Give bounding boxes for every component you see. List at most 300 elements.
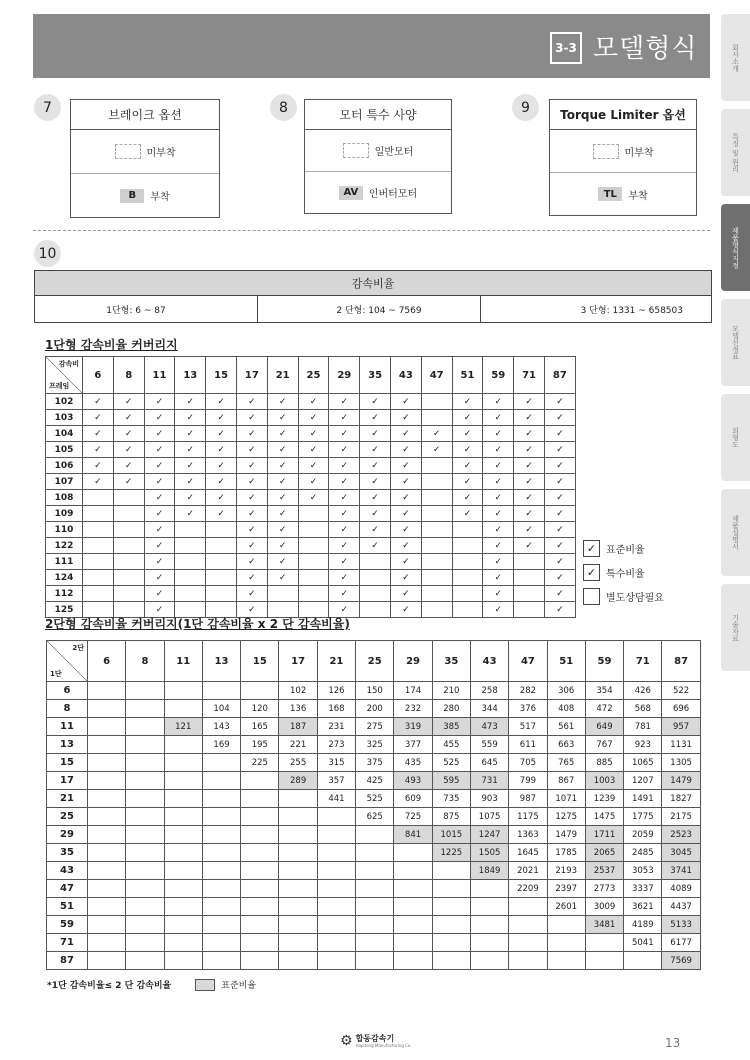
check-cell: ✓	[83, 474, 114, 490]
ratio-cell: 306	[547, 682, 585, 700]
empty-cell	[202, 916, 240, 934]
ratio-cell: 273	[317, 736, 355, 754]
ratio-cell: 231	[317, 718, 355, 736]
empty-cell	[202, 898, 240, 916]
logo-text: 합동감속기	[355, 1034, 395, 1043]
empty-cell	[126, 754, 164, 772]
check-cell: ✓	[544, 426, 575, 442]
check-cell: ✓	[113, 410, 144, 426]
check-cell: ✓	[390, 442, 421, 458]
empty-cell	[164, 790, 202, 808]
side-tab-tech-data[interactable]	[721, 584, 750, 671]
check-cell: ✓	[544, 522, 575, 538]
empty-cell	[317, 862, 355, 880]
empty-cell	[452, 602, 483, 618]
section-number-badge: 3-3	[550, 32, 582, 64]
check-cell: ✓	[144, 602, 175, 618]
ratio-cell: 376	[509, 700, 547, 718]
option-number-8: 8	[270, 94, 297, 121]
empty-cell	[394, 952, 432, 970]
check-cell: ✓	[514, 442, 545, 458]
legend-empty-box	[583, 588, 600, 605]
empty-cell	[470, 898, 508, 916]
empty-cell	[88, 862, 126, 880]
column-header: 29	[329, 357, 360, 394]
check-cell: ✓	[421, 426, 452, 442]
table-row	[47, 682, 701, 700]
ratio-cell: 165	[241, 718, 279, 736]
check-cell: ✓	[329, 570, 360, 586]
empty-cell	[360, 602, 391, 618]
ratio-cell: 903	[470, 790, 508, 808]
column-header: 17	[236, 357, 267, 394]
empty-cell	[267, 586, 298, 602]
check-cell: ✓	[390, 602, 421, 618]
check-cell: ✓	[175, 490, 206, 506]
ratio-cell: 120	[241, 700, 279, 718]
column-header: 13	[175, 357, 206, 394]
ratio-cell: 168	[317, 700, 355, 718]
empty-cell	[432, 952, 470, 970]
empty-cell	[241, 898, 279, 916]
side-tab-manual[interactable]	[721, 489, 750, 576]
check-cell: ✓	[175, 506, 206, 522]
empty-cell	[509, 934, 547, 952]
check-cell: ✓	[267, 426, 298, 442]
check-cell: ✓	[544, 570, 575, 586]
row-label: 25	[47, 808, 88, 826]
column-header: 15	[206, 357, 237, 394]
check-cell: ✓	[267, 506, 298, 522]
option-number-7: 7	[34, 94, 61, 121]
check-cell: ✓	[329, 426, 360, 442]
check-cell: ✓	[144, 410, 175, 426]
side-tab-label: 외형도	[731, 427, 740, 448]
column-header: 25	[298, 357, 329, 394]
option-label: 부착	[150, 192, 170, 203]
ratio-cell: 3053	[624, 862, 662, 880]
check-cell: ✓	[236, 458, 267, 474]
ratio-cell: 611	[509, 736, 547, 754]
ratio-cell: 4437	[662, 898, 700, 916]
ratio-cell: 735	[432, 790, 470, 808]
empty-cell	[126, 880, 164, 898]
check-cell: ✓	[144, 394, 175, 410]
empty-cell	[298, 586, 329, 602]
empty-cell	[421, 602, 452, 618]
empty-cell	[452, 522, 483, 538]
check-cell: ✓	[544, 490, 575, 506]
ratio-cell: 1225	[432, 844, 470, 862]
check-cell: ✓	[175, 410, 206, 426]
column-header: 87	[544, 357, 575, 394]
check-cell: ✓	[175, 442, 206, 458]
empty-cell	[202, 772, 240, 790]
table-row	[47, 736, 701, 754]
column-header: 21	[267, 357, 298, 394]
check-cell: ✓	[483, 506, 514, 522]
ratio-cell: 2523	[662, 826, 700, 844]
torque-limiter-box	[549, 99, 697, 216]
row-label: 71	[47, 934, 88, 952]
check-cell: ✓	[483, 522, 514, 538]
frame-label: 105	[46, 442, 83, 458]
empty-cell	[470, 934, 508, 952]
side-tab-model-selection[interactable]	[721, 299, 750, 386]
ratio-cell: 885	[585, 754, 623, 772]
empty-cell	[202, 790, 240, 808]
empty-cell	[317, 916, 355, 934]
ratio-cell: 2485	[624, 844, 662, 862]
empty-cell	[202, 754, 240, 772]
check-cell: ✓	[329, 410, 360, 426]
empty-cell	[164, 862, 202, 880]
empty-cell	[88, 718, 126, 736]
empty-cell	[356, 952, 394, 970]
row-label: 43	[47, 862, 88, 880]
check-cell: ✓	[483, 602, 514, 618]
check-cell: ✓	[360, 474, 391, 490]
ratio-cell: 1175	[509, 808, 547, 826]
empty-cell	[394, 898, 432, 916]
frame-label: 122	[46, 538, 83, 554]
table-row	[47, 754, 701, 772]
side-tab-features[interactable]	[721, 109, 750, 196]
option-code: B	[120, 189, 144, 203]
ratio-cell: 1505	[470, 844, 508, 862]
check-cell: ✓	[390, 522, 421, 538]
ratio-range-row	[35, 296, 711, 322]
check-cell: ✓	[267, 538, 298, 554]
legend-label: 특수비율	[606, 569, 645, 580]
frame-label: 106	[46, 458, 83, 474]
ratio-cell: 232	[394, 700, 432, 718]
ratio-cell: 705	[509, 754, 547, 772]
frame-label: 107	[46, 474, 83, 490]
check-cell: ✓	[113, 442, 144, 458]
table-row	[46, 394, 576, 410]
empty-cell	[585, 934, 623, 952]
frame-label: 109	[46, 506, 83, 522]
check-cell: ✓	[452, 506, 483, 522]
row-label: 59	[47, 916, 88, 934]
frame-label: 112	[46, 586, 83, 602]
column-header: 6	[83, 357, 114, 394]
side-tab-company[interactable]	[721, 14, 750, 101]
corner-column-label: 2단	[72, 644, 84, 652]
section-divider	[33, 230, 710, 231]
empty-cell	[360, 554, 391, 570]
empty-cell	[202, 844, 240, 862]
legend-special	[583, 564, 645, 581]
empty-cell	[241, 916, 279, 934]
empty-cell	[88, 844, 126, 862]
corner-row-label: 1단	[50, 670, 62, 678]
empty-cell	[547, 952, 585, 970]
empty-cell	[470, 880, 508, 898]
empty-cell	[279, 880, 317, 898]
ratio-cell: 472	[585, 700, 623, 718]
column-header: 17	[279, 641, 317, 682]
empty-cell	[126, 952, 164, 970]
empty-cell	[624, 952, 662, 970]
empty-cell	[298, 506, 329, 522]
option-number-9: 9	[512, 94, 539, 121]
empty-cell	[126, 718, 164, 736]
empty-cell	[317, 934, 355, 952]
section-number-10: 10	[34, 240, 61, 267]
option-title: 브레이크 옵션	[71, 100, 219, 130]
check-cell: ✓	[144, 538, 175, 554]
empty-cell	[126, 844, 164, 862]
logo-subtext: Hapdong Manufacturing Co.	[355, 1043, 412, 1048]
empty-cell	[113, 490, 144, 506]
check-cell: ✓	[329, 554, 360, 570]
empty-cell	[164, 952, 202, 970]
single-stage-coverage-table	[45, 356, 576, 618]
section-title: 모델형식	[593, 34, 698, 64]
empty-cell	[514, 586, 545, 602]
corner-row-label: 프레임	[49, 382, 70, 390]
legend-label: 표준비율	[606, 545, 645, 556]
ratio-cell: 1363	[509, 826, 547, 844]
check-cell: ✓	[329, 490, 360, 506]
empty-code-box	[343, 143, 369, 158]
page-number: 13	[665, 1036, 681, 1050]
check-cell: ✓	[298, 490, 329, 506]
check-cell: ✓	[236, 442, 267, 458]
ratio-cell: 4189	[624, 916, 662, 934]
check-cell: ✓	[206, 474, 237, 490]
page-header	[33, 14, 710, 78]
ratio-cell: 375	[356, 754, 394, 772]
ratio-cell: 1247	[470, 826, 508, 844]
empty-cell	[83, 570, 114, 586]
column-header: 87	[662, 641, 700, 682]
check-cell: ✓	[144, 458, 175, 474]
legend-standard	[583, 540, 645, 557]
two-stage-coverage-table	[46, 640, 701, 970]
check-cell: ✓	[267, 570, 298, 586]
option-label: 미부착	[624, 147, 654, 159]
empty-cell	[164, 916, 202, 934]
empty-cell	[202, 826, 240, 844]
empty-cell	[317, 808, 355, 826]
side-tab-dimensions[interactable]	[721, 394, 750, 481]
check-cell: ✓	[175, 458, 206, 474]
check-cell: ✓	[206, 506, 237, 522]
ratio-cell: 2065	[585, 844, 623, 862]
legend-label: 별도상담필요	[606, 593, 664, 604]
frame-label: 108	[46, 490, 83, 506]
check-cell: ✓	[390, 474, 421, 490]
empty-cell	[126, 790, 164, 808]
ratio-cell: 280	[432, 700, 470, 718]
empty-cell	[432, 880, 470, 898]
ratio-cell: 143	[202, 718, 240, 736]
ratio-cell: 408	[547, 700, 585, 718]
table-row	[46, 570, 576, 586]
row-label: 21	[47, 790, 88, 808]
empty-cell	[202, 880, 240, 898]
column-header: 71	[624, 641, 662, 682]
side-tab-label: 제품설명서	[731, 515, 740, 550]
table-row	[46, 474, 576, 490]
check-cell: ✓	[144, 506, 175, 522]
empty-cell	[241, 826, 279, 844]
empty-cell	[360, 570, 391, 586]
table-row	[46, 586, 576, 602]
ratio-cell: 3481	[585, 916, 623, 934]
empty-cell	[83, 586, 114, 602]
ratio-cell: 1065	[624, 754, 662, 772]
check-cell: ✓	[390, 458, 421, 474]
check-cell: ✓	[514, 410, 545, 426]
check-cell: ✓	[113, 474, 144, 490]
column-header: 51	[547, 641, 585, 682]
empty-cell	[421, 586, 452, 602]
ratio-cell: 1479	[547, 826, 585, 844]
empty-cell	[394, 862, 432, 880]
empty-cell	[83, 554, 114, 570]
empty-cell	[113, 570, 144, 586]
empty-cell	[279, 934, 317, 952]
empty-cell	[279, 898, 317, 916]
empty-cell	[88, 736, 126, 754]
column-header: 71	[514, 357, 545, 394]
empty-cell	[317, 844, 355, 862]
ratio-range-table	[34, 270, 712, 323]
check-cell: ✓	[206, 442, 237, 458]
check-cell: ✓	[390, 586, 421, 602]
check-cell: ✓	[483, 426, 514, 442]
row-label: 35	[47, 844, 88, 862]
check-cell: ✓	[483, 570, 514, 586]
empty-cell	[88, 700, 126, 718]
option-row-none	[71, 130, 219, 173]
ratio-cell: 2773	[585, 880, 623, 898]
ratio-cell: 289	[279, 772, 317, 790]
column-header: 51	[452, 357, 483, 394]
check-cell: ✓	[206, 410, 237, 426]
ratio-cell: 1131	[662, 736, 700, 754]
check-cell: ✓	[452, 490, 483, 506]
check-cell: ✓	[267, 474, 298, 490]
frame-label: 111	[46, 554, 83, 570]
table-row	[46, 554, 576, 570]
empty-cell	[241, 880, 279, 898]
side-tab-product-spec[interactable]	[721, 204, 750, 291]
ratio-cell: 525	[432, 754, 470, 772]
ratio-cell: 426	[624, 682, 662, 700]
table-row	[47, 844, 701, 862]
ratio-cell: 522	[662, 682, 700, 700]
empty-cell	[88, 898, 126, 916]
empty-cell	[164, 754, 202, 772]
side-tab-label: 제품형식지정	[731, 226, 740, 269]
check-cell: ✓	[544, 410, 575, 426]
legend-consult	[583, 588, 664, 605]
empty-cell	[432, 898, 470, 916]
empty-cell	[279, 916, 317, 934]
ratio-range-1stage: 1단형: 6 ~ 87	[106, 305, 166, 316]
empty-cell	[88, 826, 126, 844]
check-cell: ✓	[236, 522, 267, 538]
ratio-cell: 136	[279, 700, 317, 718]
empty-cell	[432, 916, 470, 934]
table-row	[46, 506, 576, 522]
empty-cell	[164, 844, 202, 862]
check-cell: ✓	[206, 458, 237, 474]
ratio-cell: 493	[394, 772, 432, 790]
check-cell: ✓	[452, 426, 483, 442]
ratio-cell: 867	[547, 772, 585, 790]
empty-cell	[279, 862, 317, 880]
empty-cell	[241, 952, 279, 970]
ratio-cell: 325	[356, 736, 394, 754]
ratio-cell: 561	[547, 718, 585, 736]
empty-cell	[394, 844, 432, 862]
empty-code-box	[593, 144, 619, 159]
ratio-cell: 987	[509, 790, 547, 808]
check-cell: ✓	[236, 410, 267, 426]
empty-cell	[432, 934, 470, 952]
frame-label: 124	[46, 570, 83, 586]
check-cell: ✓	[452, 458, 483, 474]
ratio-cell: 2209	[509, 880, 547, 898]
check-cell: ✓	[514, 426, 545, 442]
empty-cell	[164, 808, 202, 826]
ratio-cell: 2601	[547, 898, 585, 916]
check-cell: ✓	[390, 554, 421, 570]
ratio-cell: 525	[356, 790, 394, 808]
ratio-cell: 255	[279, 754, 317, 772]
ratio-cell: 625	[356, 808, 394, 826]
check-cell: ✓	[206, 426, 237, 442]
table-row	[46, 426, 576, 442]
ratio-cell: 2193	[547, 862, 585, 880]
check-cell: ✓	[421, 442, 452, 458]
check-cell: ✓	[329, 506, 360, 522]
column-header: 11	[144, 357, 175, 394]
check-cell: ✓	[544, 442, 575, 458]
check-cell: ✓	[544, 586, 575, 602]
option-label: 인버터모터	[368, 189, 418, 200]
motor-spec-box	[304, 99, 452, 214]
check-cell: ✓	[83, 410, 114, 426]
ratio-cell: 282	[509, 682, 547, 700]
column-header: 6	[88, 641, 126, 682]
check-cell: ✓	[298, 426, 329, 442]
table-corner-cell	[46, 357, 83, 394]
empty-cell	[113, 506, 144, 522]
empty-cell	[421, 506, 452, 522]
empty-cell	[126, 898, 164, 916]
empty-cell	[452, 570, 483, 586]
check-cell: ✓	[144, 490, 175, 506]
ratio-cell: 5041	[624, 934, 662, 952]
empty-cell	[126, 772, 164, 790]
empty-cell	[164, 772, 202, 790]
empty-cell	[452, 586, 483, 602]
ratio-cell: 725	[394, 808, 432, 826]
empty-cell	[88, 772, 126, 790]
ratio-cell: 425	[356, 772, 394, 790]
footnote-text: *1단 감속비율≤ 2 단 감속비율	[47, 981, 172, 991]
ratio-cell: 5133	[662, 916, 700, 934]
check-cell: ✓	[360, 426, 391, 442]
ratio-cell: 1003	[585, 772, 623, 790]
